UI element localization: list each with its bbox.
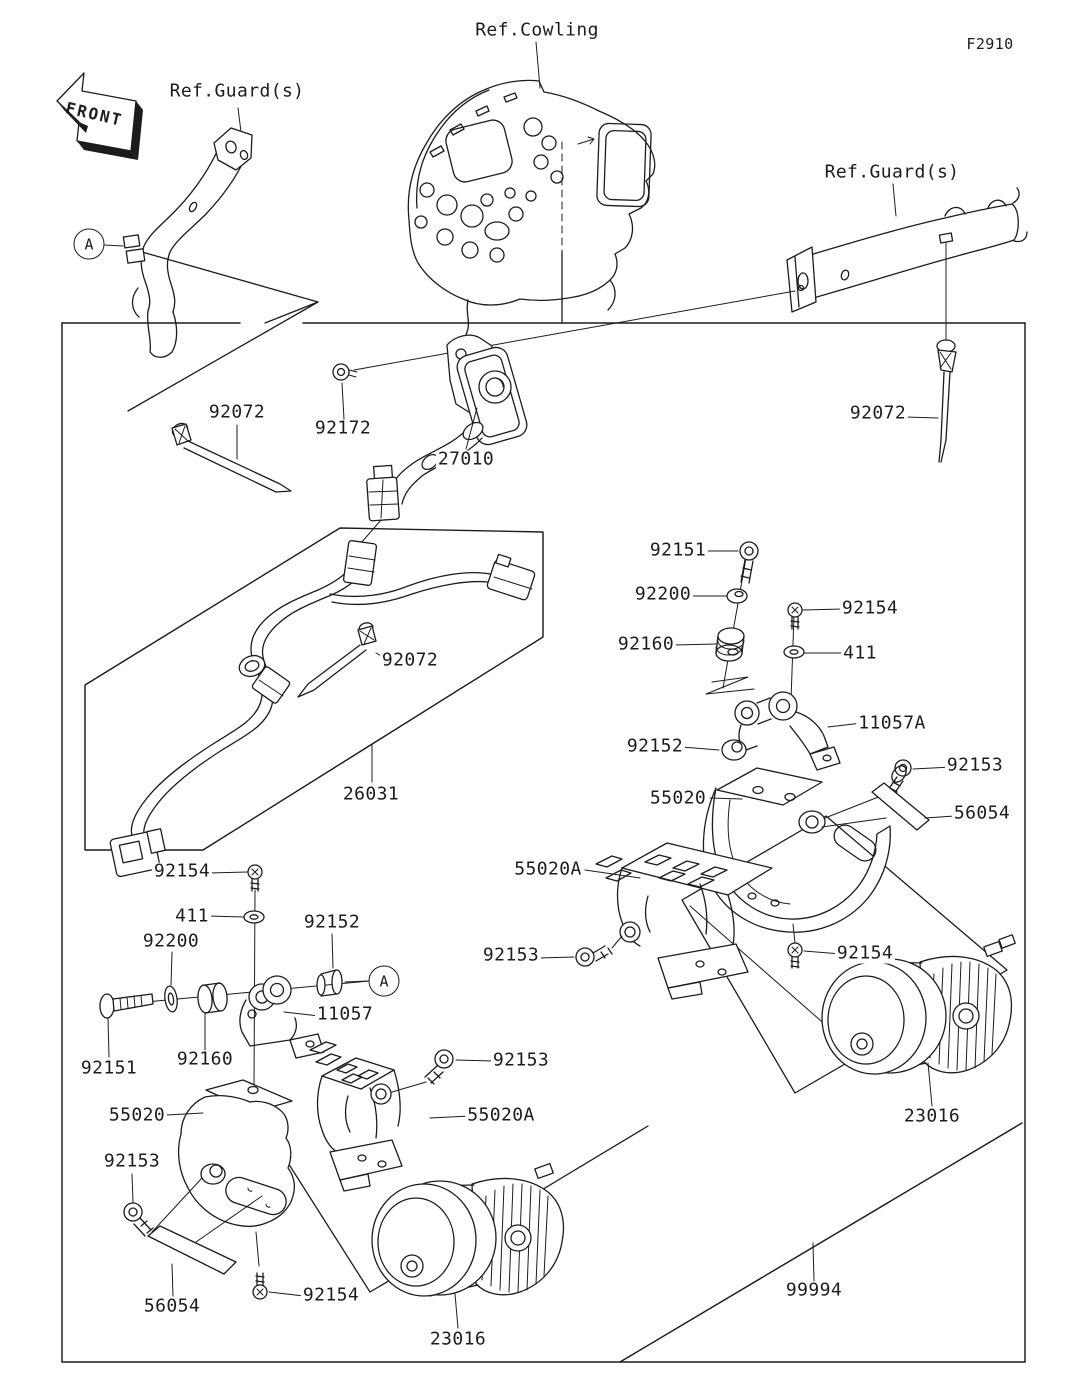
part-label-92072-right: 92072 bbox=[849, 402, 907, 424]
guard-right-drawing bbox=[787, 184, 1027, 340]
ref-cowling-label: Ref.Cowling bbox=[475, 19, 599, 41]
part-label-92154-left: 92154 bbox=[153, 860, 211, 882]
part-label-92153-mid: 92153 bbox=[482, 944, 540, 966]
part-label-92160-right: 92160 bbox=[617, 633, 675, 655]
harness-26031 bbox=[110, 540, 536, 877]
part-label-11057: 11057 bbox=[316, 1003, 374, 1025]
part-label-411-right: 411 bbox=[843, 642, 877, 664]
part-label-99994: 99994 bbox=[785, 1279, 843, 1301]
clamp-92072-left bbox=[170, 421, 291, 492]
part-label-92151-right: 92151 bbox=[649, 539, 707, 561]
part-label-56054-left: 56054 bbox=[143, 1295, 201, 1317]
cowling-drawing bbox=[408, 42, 654, 352]
ref-guard-left-label: Ref.Guard(s) bbox=[169, 80, 305, 102]
part-label-411-left: 411 bbox=[175, 905, 209, 927]
part-label-23016-bottom: 23016 bbox=[429, 1328, 487, 1350]
part-label-26031: 26031 bbox=[342, 783, 400, 805]
figure-code: F2910 bbox=[966, 35, 1014, 54]
part-label-92200-right: 92200 bbox=[634, 583, 692, 605]
part-label-55020A-left: 55020A bbox=[467, 1104, 535, 1126]
detail-a-marker-top: A bbox=[74, 229, 105, 260]
part-label-92172: 92172 bbox=[314, 417, 372, 439]
ref-guard-right-label: Ref.Guard(s) bbox=[824, 161, 960, 183]
screw-92172 bbox=[333, 291, 795, 419]
clamp-92072-right bbox=[905, 340, 956, 462]
part-label-92152-left: 92152 bbox=[303, 911, 361, 933]
part-label-92151-left: 92151 bbox=[80, 1057, 138, 1079]
fog-lamp-left bbox=[372, 1164, 563, 1328]
part-label-92072-left: 92072 bbox=[208, 401, 266, 423]
part-label-92154-right-1: 92154 bbox=[841, 597, 899, 619]
part-label-55020A-right: 55020A bbox=[514, 858, 582, 880]
part-label-92154-right-2: 92154 bbox=[836, 942, 894, 964]
part-label-23016-right: 23016 bbox=[903, 1105, 961, 1127]
hardware-right bbox=[675, 542, 862, 770]
part-label-92072-mid: 92072 bbox=[381, 649, 439, 671]
part-label-92153-left: 92153 bbox=[103, 1150, 161, 1172]
switch-27010 bbox=[361, 335, 530, 543]
part-label-92152-right: 92152 bbox=[626, 735, 684, 757]
harness-box bbox=[85, 528, 543, 850]
part-label-11057A: 11057A bbox=[858, 712, 926, 734]
part-label-92160-left: 92160 bbox=[176, 1048, 234, 1070]
detail-a-marker-bottom: A bbox=[369, 966, 400, 997]
part-label-92154-bottom: 92154 bbox=[302, 1284, 360, 1306]
part-label-27010: 27010 bbox=[437, 448, 495, 470]
part-label-56054-right: 56054 bbox=[953, 802, 1011, 824]
part-label-55020-left: 55020 bbox=[108, 1104, 166, 1126]
part-label-92153-right: 92153 bbox=[946, 754, 1004, 776]
part-label-92200-left: 92200 bbox=[142, 930, 200, 952]
front-direction-label: FRONT bbox=[63, 98, 125, 130]
part-label-55020-right: 55020 bbox=[649, 787, 707, 809]
part-label-92153-left-2: 92153 bbox=[492, 1049, 550, 1071]
